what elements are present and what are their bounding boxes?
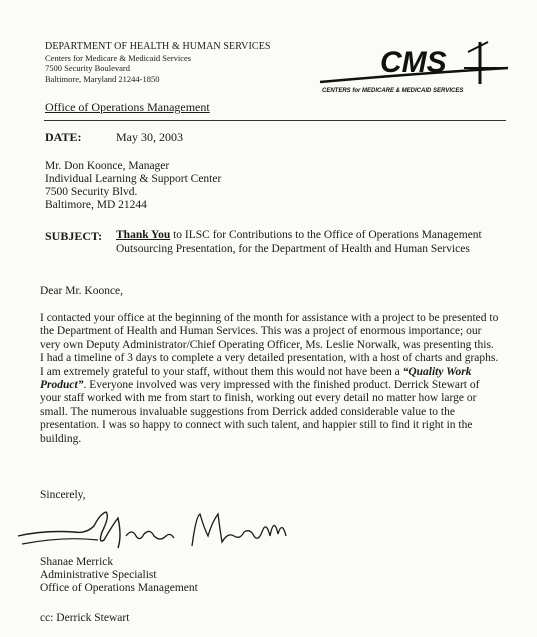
body-part-2: . Everyone involved was very impressed with the finished product. Derrick Stewart of your staff worked with me from start to finish, working out every detail no matter how large or small. The numerous invaluable suggestions from Derrick added considerable value to the presentation. I was so happy to connect with such talent, and happier still to find it right in the building. [40, 379, 480, 445]
recipient-line: Individual Learning & Support Center [45, 173, 222, 185]
cms-logo-letters: CMS [380, 46, 447, 79]
signer-name: Shanae Merrick [40, 556, 114, 568]
cms-logo [318, 38, 514, 98]
date-label: DATE: [45, 130, 82, 144]
signer-title: Administrative Specialist [40, 569, 157, 581]
recipient-line: Mr. Don Koonce, Manager [45, 160, 170, 172]
subject-text [116, 229, 496, 256]
subject-rest: to ILSC for Contributions to the Office of Operations Management Outsourcing Presentation, for the Department of Health and Human Services [116, 229, 482, 255]
subject-thank-you: Thank You [116, 229, 171, 241]
subject-label: SUBJECT: [45, 229, 103, 243]
closing: Sincerely, [40, 489, 86, 501]
cms-logo-tagline: CENTERS for MEDICARE & MEDICAID SERVICES [322, 88, 464, 94]
recipient-line: Baltimore, MD 21244 [45, 199, 147, 211]
street-address: 7500 Security Boulevard [45, 63, 130, 73]
salutation: Dear Mr. Koonce, [40, 285, 124, 297]
office-heading: Office of Operations Management [45, 100, 210, 114]
date-value: May 30, 2003 [116, 130, 183, 144]
header-divider [44, 120, 506, 121]
cc-line: cc: Derrick Stewart [40, 612, 130, 624]
body-emphasis: “Quality Work Product” [40, 365, 472, 392]
handwritten-signature [14, 506, 304, 554]
center-name: Centers for Medicare & Medicaid Services [45, 52, 192, 63]
signer-block [40, 556, 198, 595]
signer-office: Office of Operations Management [40, 582, 198, 594]
recipient-address [45, 160, 221, 212]
body-part-1: I contacted your office at the beginning of the month for assistance with a project to be presented to the Department of Health and Human Services. This was a project of enormous importance; our very own Deputy Administrator/Chief Operating Officer, Ms. Leslie Norwalk, was presenting this. I had a timeline of 3 days to complete a very detailed presentation, with a host of charts and graphs. I am extremely grateful to your staff, without them this would not have been a [40, 312, 499, 378]
recipient-line: 7500 Security Blvd. [45, 186, 138, 198]
letter-body [40, 312, 500, 446]
city-address: Baltimore, Maryland 21244-1850 [45, 73, 160, 84]
letterhead-address [45, 42, 271, 84]
department-name: DEPARTMENT OF HEALTH & HUMAN SERVICES [45, 41, 271, 52]
